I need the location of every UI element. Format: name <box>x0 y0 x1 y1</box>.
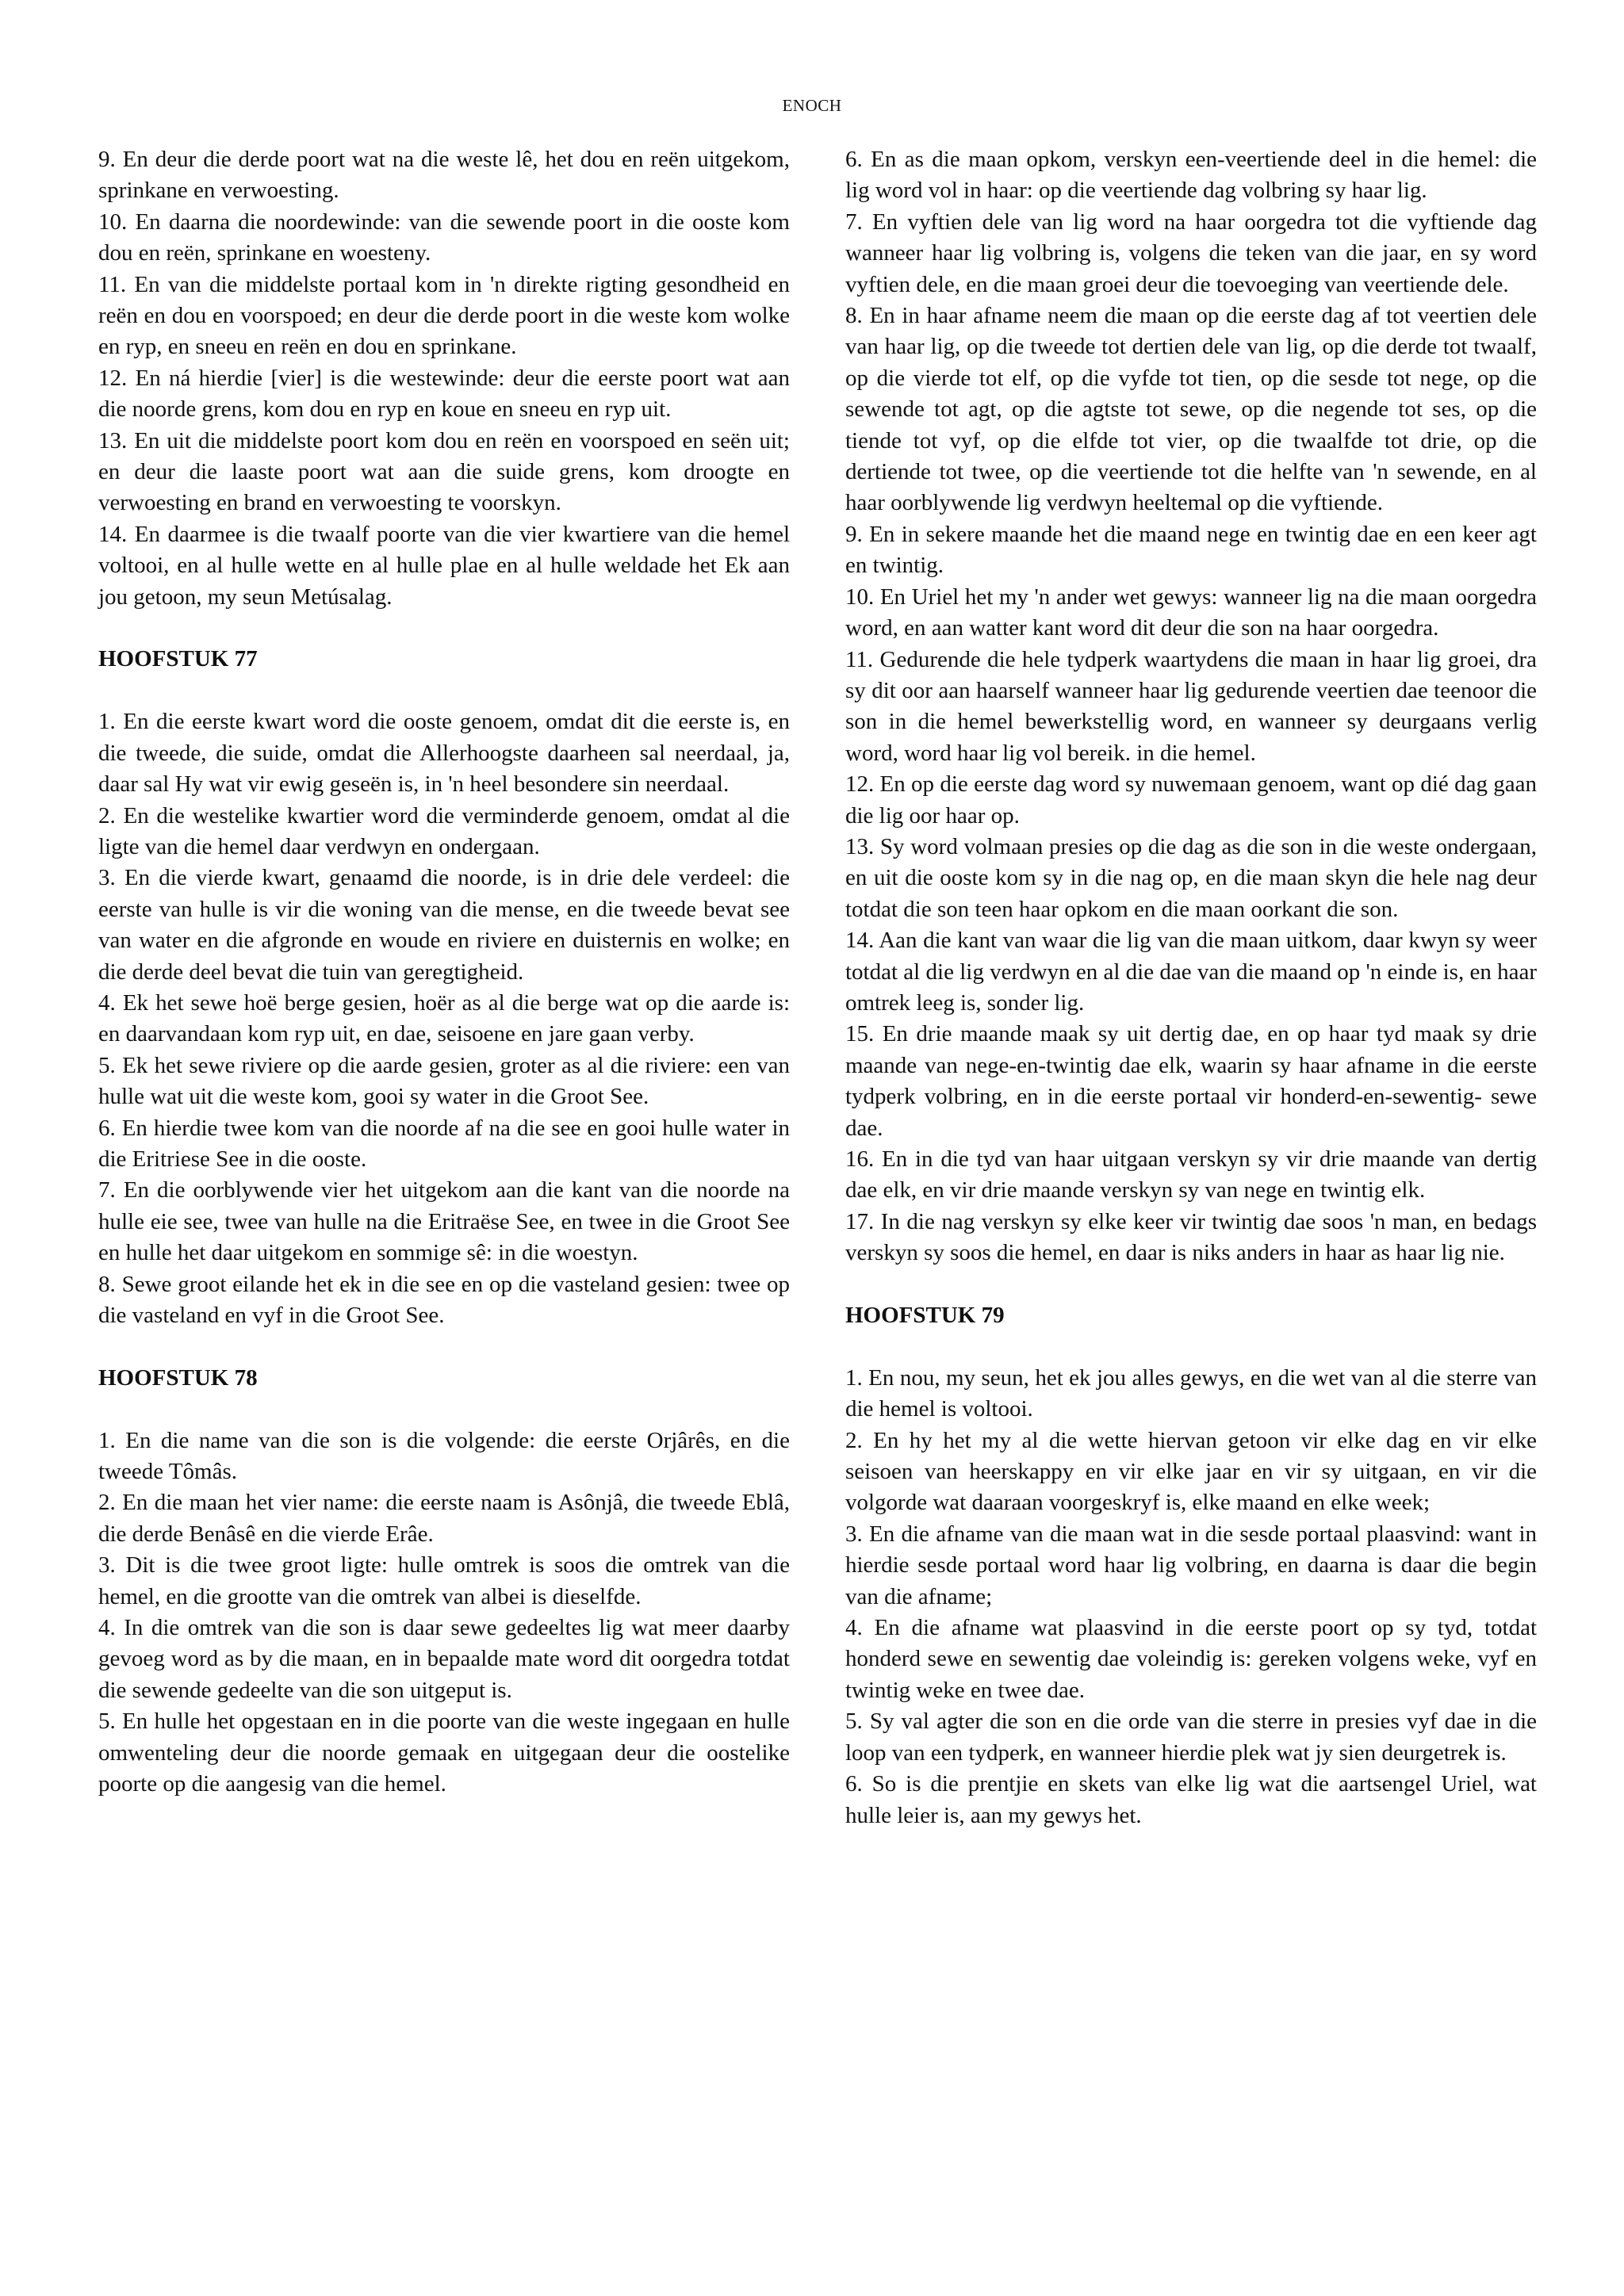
verse-paragraph: 14. En daarmee is die twaalf poorte van die vier kwartiere van die hemel voltooi, en al hulle wette en al hulle plae en al hulle weldade het Ek aan jou getoon, my seun Metúsalag. <box>98 521 790 610</box>
verse-paragraph: 7. En die oorblywende vier het uitgekom aan die kant van die noorde na hulle eie see, twee van hulle na die Eritraëse See, en twee in die Groot See en hulle het daar uitgekom en sommige sê: in die woestyn. <box>98 1177 790 1266</box>
verse-paragraph: 5. Sy val agter die son en die orde van die sterre in presies vyf dae in die loop van een tydperk, en wanneer hierdie plek wat jy sien deurgetrek is. <box>845 1709 1537 1766</box>
verse-paragraph: 15. En drie maande maak sy uit dertig dae, en op haar tyd maak sy drie maande van nege-en-twintig dae elk, waarin sy haar afname in die eerste tydperk volbring, en in die eerste portaal vir honderd-en-sewentig- sewe dae. <box>845 1021 1537 1141</box>
spacer <box>845 1331 1537 1362</box>
verse-paragraph: 5. Ek het sewe riviere op die aarde gesien, groter as al die riviere: een van hulle wat uit die weste kom, gooi sy water in die Groot See. <box>98 1052 790 1110</box>
verse-paragraph: 2. En die westelike kwartier word die verminderde genoem, omdat al die ligte van die hemel daar verdwyn en ondergaan. <box>98 802 790 859</box>
verse-paragraph: 13. En uit die middelste poort kom dou en reën en voorspoed en seën uit; en deur die laaste poort wat aan die suide grens, kom droogte en verwoesting en brand en verwoesting te voorskyn. <box>98 427 790 516</box>
verse-paragraph: 6. En hierdie twee kom van die noorde af na die see en gooi hulle water in die Eritriese See in die ooste. <box>98 1115 790 1172</box>
spacer <box>98 675 790 706</box>
chapter-heading: HOOFSTUK 78 <box>98 1364 258 1391</box>
verse-paragraph: 13. Sy word volmaan presies op die dag as die son in die weste ondergaan, en uit die ooste kom sy in die nag op, en die maan skyn die hele nag deur totdat die son teen haar opkom en die maan oorkant die son. <box>845 833 1537 922</box>
spacer <box>98 1394 790 1425</box>
verse-paragraph: 1. En die name van die son is die volgende: die eerste Orjârês, en die tweede Tômâs. <box>98 1427 790 1484</box>
verse-paragraph: 9. En in sekere maande het die maand nege en twintig dae en een keer agt en twintig. <box>845 521 1537 579</box>
verse-paragraph: 16. En in die tyd van haar uitgaan verskyn sy vir drie maande van dertig dae elk, en vir drie maande verskyn sy van nege en twintig elk. <box>845 1146 1537 1203</box>
right-column <box>845 144 1537 1831</box>
verse-paragraph: 3. Dit is die twee groot ligte: hulle omtrek is soos die omtrek van die hemel, en die grootte van die omtrek van albei is dieselfde. <box>98 1552 790 1609</box>
verse-paragraph: 12. En op die eerste dag word sy nuwemaan genoem, want op dié dag gaan die lig oor haar op. <box>845 771 1537 828</box>
verse-paragraph: 1. En nou, my seun, het ek jou alles gewys, en die wet van al die sterre van die hemel is voltooi. <box>845 1364 1537 1422</box>
spacer <box>98 613 790 644</box>
verse-paragraph: 9. En deur die derde poort wat na die weste lê, het dou en reën uitgekom, sprinkane en verwoesting. <box>98 147 790 204</box>
verse-paragraph: 17. In die nag verskyn sy elke keer vir twintig dae soos 'n man, en bedags verskyn sy soos die hemel, en daar is niks anders in haar as haar lig nie. <box>845 1208 1537 1266</box>
chapter-heading: HOOFSTUK 79 <box>845 1303 1005 1329</box>
verse-paragraph: 12. En ná hierdie [vier] is die westewinde: deur die eerste poort wat aan die noorde grens, kom dou en ryp en koue en sneeu en ryp uit. <box>98 365 790 423</box>
verse-paragraph: 2. En hy het my al die wette hiervan getoon vir elke dag en vir elke seisoen van heerskappy en vir elke jaar en vir sy uitgaan, en vir die volgorde wat daaraan voorgeskryf is, elke maand en elke week; <box>845 1427 1537 1516</box>
spacer <box>98 1331 790 1362</box>
chapter-heading: HOOFSTUK 77 <box>98 646 258 672</box>
spacer <box>845 1269 1537 1300</box>
verse-paragraph: 8. En in haar afname neem die maan op die eerste dag af tot veertien dele van haar lig, op die tweede tot dertien dele van lig, op die derde tot twaalf, op die vierde tot elf, op die vyfde tot tien, op die sesde tot nege, op die sewende tot agt, op die agtste tot sewe, op die negende tot ses, op die tiende tot vyf, op die elfde tot vier, op die twaalfde tot drie, op die dertiende tot twee, op die veertiende tot die helfte van 'n sewende, en al haar oorblywende lig verdwyn heeltemal op die vyftiende. <box>845 303 1537 516</box>
verse-paragraph: 11. En van die middelste portaal kom in 'n direkte rigting gesondheid en reën en dou en voorspoed; en deur die derde poort in die weste kom wolke en ryp, en sneeu en reën en dou en sprinkane. <box>98 271 790 360</box>
verse-paragraph: 11. Gedurende die hele tydperk waartydens die maan in haar lig groei, dra sy dit oor aan haarself wanneer haar lig gedurende veertien dae teenoor die son in die hemel bewerkstellig word, en wanneer sy deurgaans verlig word, word haar lig vol bereik. in die hemel. <box>845 646 1537 766</box>
verse-paragraph: 3. En die afname van die maan wat in die sesde portaal plaasvind: want in hierdie sesde portaal word haar lig volbring, en daarna is daar die begin van die afname; <box>845 1521 1537 1609</box>
verse-paragraph: 8. Sewe groot eilande het ek in die see en op die vasteland gesien: twee op die vasteland en vyf in die Groot See. <box>98 1271 790 1328</box>
verse-paragraph: 3. En die vierde kwart, genaamd die noorde, is in drie dele verdeel: die eerste van hulle is vir die woning van die mense, en die tweede bevat see van water en die afgronde en woude en riviere en duisternis en wolke; en die derde deel bevat die tuin van geregtigheid. <box>98 865 790 985</box>
verse-paragraph: 6. So is die prentjie en skets van elke lig wat die aartsengel Uriel, wat hulle leier is, aan my gewys het. <box>845 1771 1537 1828</box>
left-column <box>98 144 790 1800</box>
verse-paragraph: 7. En vyftien dele van lig word na haar oorgedra tot die vyftiende dag wanneer haar lig volbring is, volgens die teken van die jaar, en sy word vyftien dele, en die maan groei deur die toevoeging van veertiende dele. <box>845 209 1537 297</box>
verse-paragraph: 1. En die eerste kwart word die ooste genoem, omdat dit die eerste is, en die tweede, die suide, omdat die Allerhoogste daarheen sal neerdaal, ja, daar sal Hy wat vir ewig geseën is, in 'n heel besondere sin neerdaal. <box>98 709 790 798</box>
verse-paragraph: 2. En die maan het vier name: die eerste naam is Asônjâ, die tweede Eblâ, die derde Benâsê en die vierde Erâe. <box>98 1490 790 1547</box>
running-head: ENOCH <box>782 96 842 115</box>
verse-paragraph: 4. In die omtrek van die son is daar sewe gedeeltes lig wat meer daarby gevoeg word as by die maan, en in bepaalde mate word dit oorgedra totdat die sewende gedeelte van die son uitgeput is. <box>98 1615 790 1703</box>
verse-paragraph: 4. Ek het sewe hoë berge gesien, hoër as al die berge wat op die aarde is: en daarvandaan kom ryp uit, en dae, seisoene en jare gaan verby. <box>98 989 790 1047</box>
verse-paragraph: 6. En as die maan opkom, verskyn een-veertiende deel in die hemel: die lig word vol in haar: op die veertiende dag volbring sy haar lig. <box>845 147 1537 204</box>
verse-paragraph: 10. En daarna die noordewinde: van die sewende poort in die ooste kom dou en reën, sprinkane en woesteny. <box>98 209 790 266</box>
verse-paragraph: 5. En hulle het opgestaan en in die poorte van die weste ingegaan en hulle omwenteling deur die noorde gemaak en uitgegaan deur die oostelike poorte op die aangesig van die hemel. <box>98 1709 790 1797</box>
verse-paragraph: 14. Aan die kant van waar die lig van die maan uitkom, daar kwyn sy weer totdat al die lig verdwyn en al die dae van die maand op 'n einde is, en haar omtrek leeg is, sonder lig. <box>845 928 1537 1016</box>
verse-paragraph: 10. En Uriel het my 'n ander wet gewys: wanneer lig na die maan oorgedra word, en aan watter kant word dit deur die son na haar oorgedra. <box>845 584 1537 641</box>
verse-paragraph: 4. En die afname wat plaasvind in die eerste poort op sy tyd, totdat honderd sewe en sewentig dae voleindig is: gereken volgens weke, vyf en twintig weke en twee dae. <box>845 1615 1537 1703</box>
